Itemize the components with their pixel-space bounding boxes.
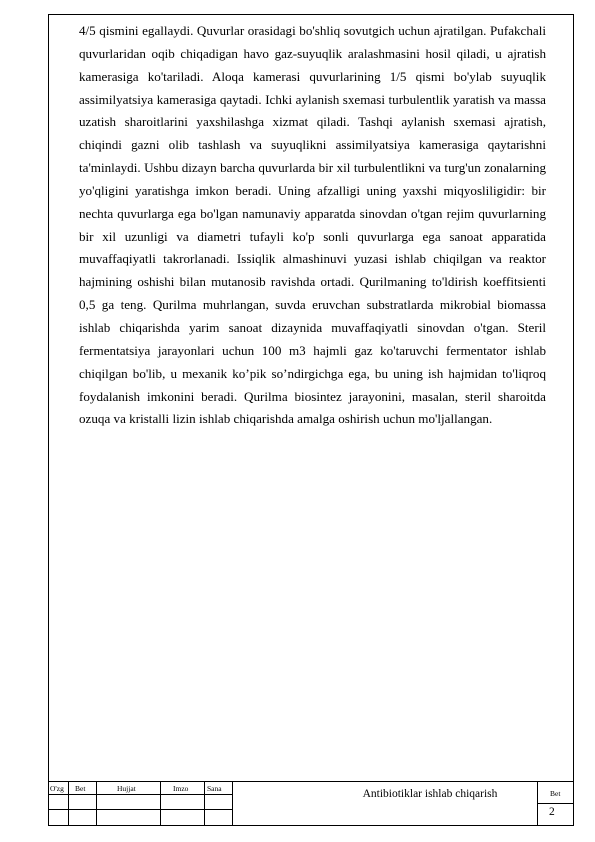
body-paragraph: 4/5 qismini egallaydi. Quvurlar orasidagi bo'shliq sovutgich uchun ajratilgan. Pufakchali quvurlaridan oqib chiqadigan havo gaz-suyuqlik aralashmasini hosil qiladi, u ajratish kamerasiga ko'tariladi. Aloqa kamerasi quvurlarining 1/5 qismi bo'ylab suyuqlik assimilyatsiya kamerasiga qaytadi. Ichki aylanish sxemasi turbulentlik yaratish va massa uzatish sharoitlarini yaxshilashga xizmat qiladi. Tashqi aylanish sxemasi ajratish, chiqindi gazni olib tashlash va suyuqlikni assimilyatsiya kamerasiga qaytarishni ta'minlaydi. Ushbu dizayn barcha quvurlarda bir xil turbulentlikni va turg'un zonalarning yo'qligini yaratishga imkon beradi. Uning afzalligi uning yaxshi miqyosliligidir: bir nechta quvurlarga ega bo'lgan namunaviy apparatda sinovdan o'tgan rejim quvurlarning bir xil uzunligi va diametri tufayli ko'p sonli quvurlarga ega sanoat apparatida muvaffaqiyatli takrorlanadi. Issiqlik almashinuvi yuzasi ishlab chiqilgan va reaktor hajmining oshishi bilan mutanosib ravishda ortadi. Qurilmaning to'ldirish koeffitsienti 0,5 ga teng. Qurilma muhrlangan, suvda eruvchan substratlarda mikrobial biomassa ishlab chiqarishda yarim sanoat dizaynida muvaffaqiyatli sinovdan o'tgan. Steril fermentatsiya jarayonlari uchun 100 m3 hajmli gaz ko'taruvchi fermentator ishlab chiqilgan bo'lib, u mexanik ko’pik so’ndirgichga ega, bu uning ish hajmidan to'liqroq foydalanish imkonini beradi. Qurilma biosintez jarayonini, masalan, steril sharoitda ozuqa va kristalli lizin ishlab chiqarishda amalga oshirish uchun mo'ljallangan. <box>79 23 546 427</box>
stamp-bet-right-label: Bet <box>550 789 561 798</box>
body-text <box>79 20 546 431</box>
document-title: Antibiotiklar ishlab chiqarish <box>362 788 498 800</box>
stamp-ozg-label: O'zg <box>50 784 64 793</box>
stamp-bet-label: Bet <box>75 784 86 793</box>
stamp-hujjat-label: Hujjat <box>117 784 136 793</box>
page-number: 2 <box>549 806 555 818</box>
stamp-sana-label: Sana <box>207 784 222 793</box>
stamp-imzo-label: Imzo <box>173 784 189 793</box>
title-block <box>48 781 574 826</box>
